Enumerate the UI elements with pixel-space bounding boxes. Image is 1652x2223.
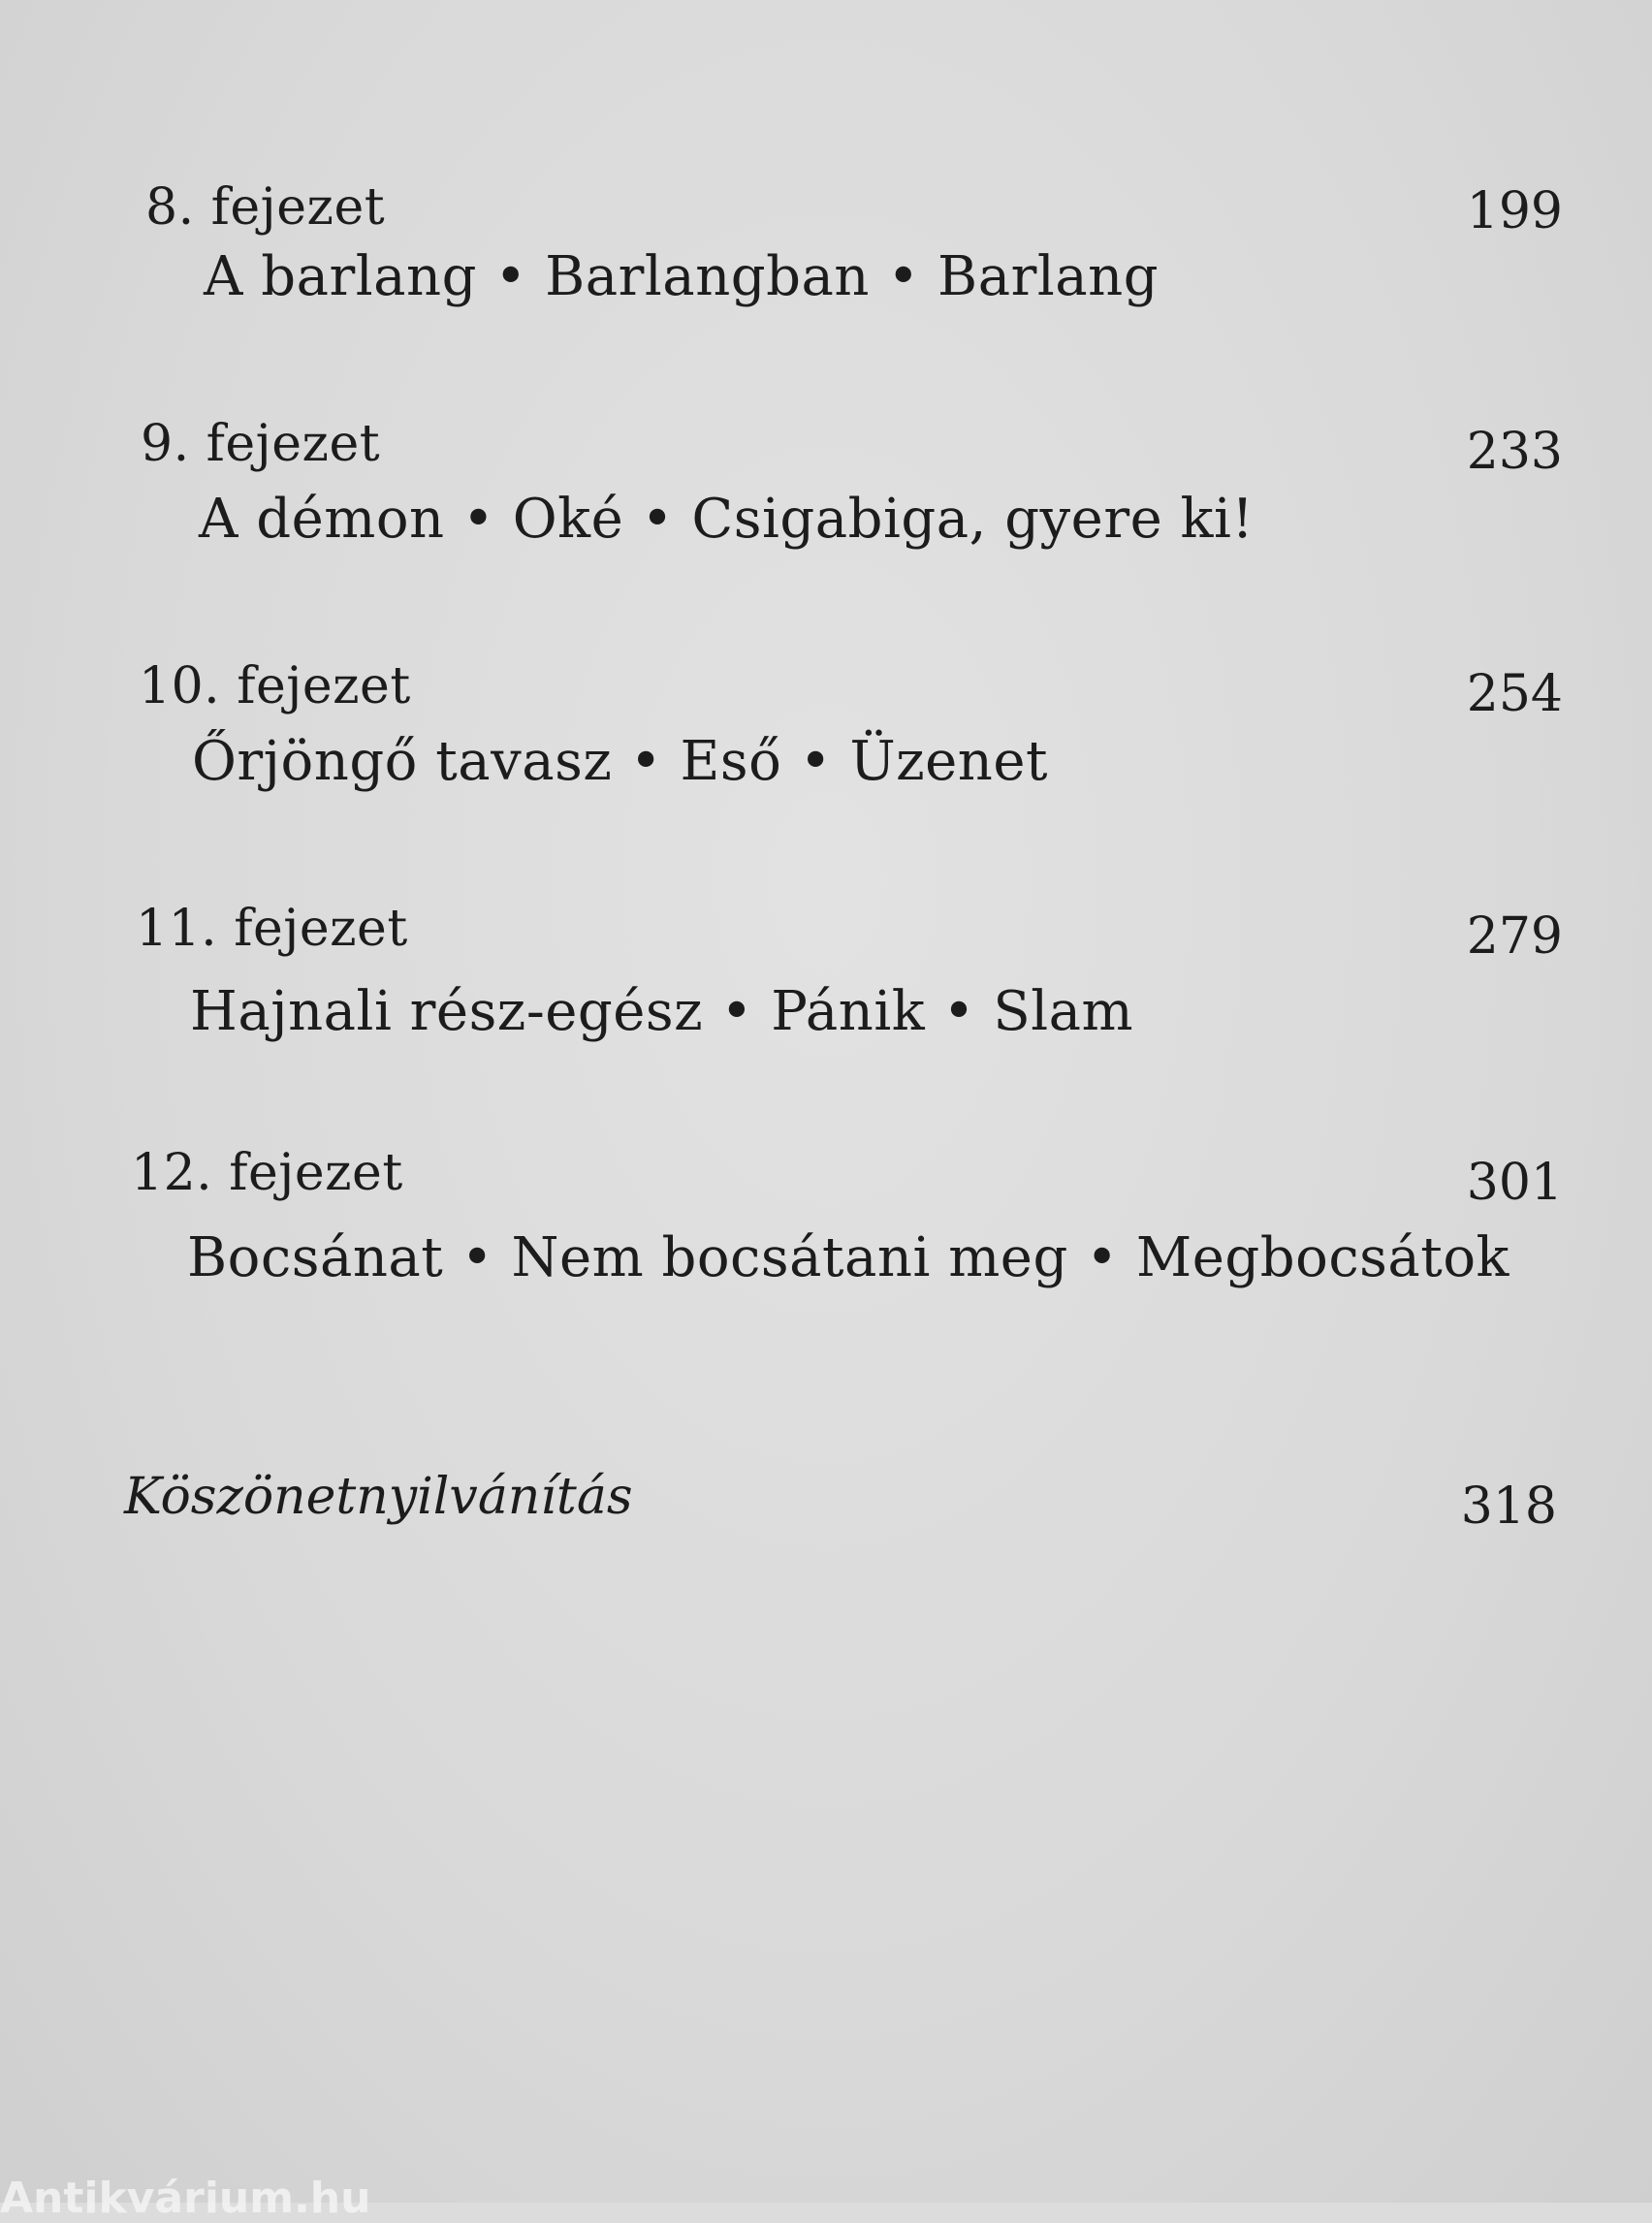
chapter-label: 12. fejezet — [131, 1144, 403, 1202]
chapter-sections: Hajnali rész-egész • Pánik • Slam — [190, 980, 1134, 1043]
chapter-label: 8. fejezet — [145, 178, 386, 237]
chapter-label: 11. fejezet — [136, 900, 408, 958]
page-number: 254 — [1466, 665, 1563, 723]
chapter-label: 10. fejezet — [139, 657, 411, 715]
page-number: 301 — [1466, 1154, 1563, 1212]
chapter-sections: A barlang • Barlangban • Barlang — [204, 245, 1160, 308]
page-number: 233 — [1466, 423, 1563, 481]
page-number: 318 — [1460, 1477, 1557, 1536]
page-number: 279 — [1466, 907, 1563, 966]
acknowledgements-label: Köszönetnyilvánítás — [124, 1468, 633, 1526]
chapter-sections: Bocsánat • Nem bocsátani meg • Megbocsátok — [187, 1226, 1509, 1289]
chapter-sections: Őrjöngő tavasz • Eső • Üzenet — [192, 730, 1048, 793]
page-number: 199 — [1466, 182, 1563, 240]
chapter-label: 9. fejezet — [141, 415, 381, 473]
watermark: Antikvárium.hu — [0, 2174, 371, 2223]
chapter-sections: A démon • Oké • Csigabiga, gyere ki! — [199, 488, 1255, 551]
